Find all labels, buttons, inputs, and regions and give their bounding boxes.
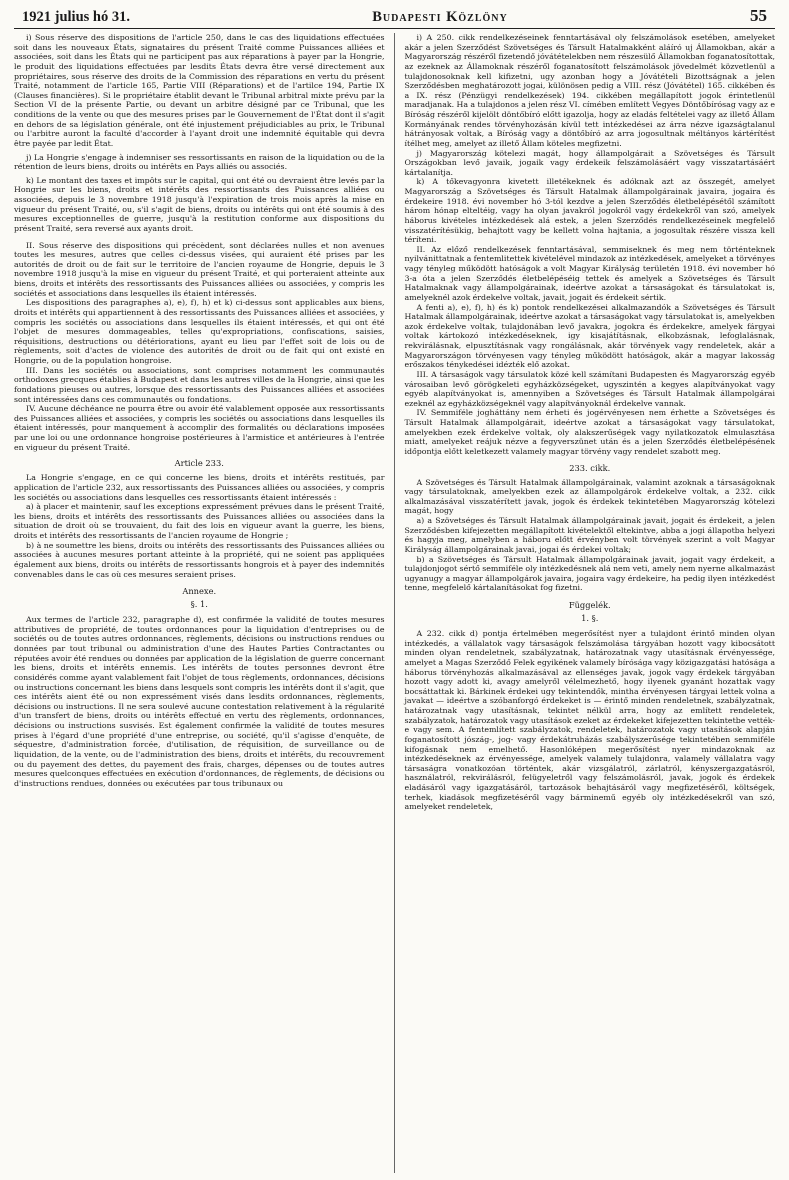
french-column: [14, 33, 395, 1173]
hungarian-para-fenti: A fenti a), e), f), h) és k) pontok rendelkezései alkalmazandók a Szövetséges és Társult Hatalmak állampolgárainak, ideértve azokat a társaságokat vagy társulatokat is, amelyekben azok érdekelve voltak, tulajdonában levő javakra, jogokra és érdekekre, amelyek fárgyai voltak kártokozó intézkedéseknek, igy kisajátításnak, elkobzásnak, lefoglalásnak, rekvirálásnak, elpusztításnak vagy rongálásnak, akár törvények vagy rendeletek, akár a Magyarországon törvényesen vagy tényleg működött hatóságok, akár a magyar lakosság erőszakos ténykedései idézték elő azokat.: [404, 302, 775, 370]
french-para-dispositions: Les dispositions des paragraphes a), e), f), h) et k) ci-dessus sont applicables aux biens, droits et intérêts qui appartiennent à des ressortissants des Puissances alliées et associées, y compris les sociétés ou associations dans lesquelles ils étaient intéressés, et qui ont été l'objet de mesures dommageables, telles qu'expropriations, confiscations, saisies, réquisitions, destructions ou détériorations, ayant eu lieu par l'effet soit de lois ou de règlements, soit d'actes de violence des autorités de droit ou de fait qui ont existé en Hongrie, ou de la population hongroise.: [14, 298, 385, 365]
french-paragraph-title: §. 1.: [190, 599, 208, 610]
hungarian-annex-text: A 232. cikk d) pontja értelmében megerősítést nyer a tulajdont érintő minden olyan intézkedés, a vállalatok vagy társaságok felszámolása tárgyában hozott vagy kibocsátott minden olyan rendeletnek, szabályzatnak, határozatnak vagy utasításnak érvényessége, amelyet a Magas Szerződő Felek egyikének valamely bírósága vagy közigazgatási hatósága a háborus törvényhozás alkalmazásával az ellenséges javak, jogok vagy érdekek tárgyában hozott vagy adott ki, avagy amelyről vélelmezhető, hogy ilyenek gyanánt hozattak vagy bocsáttattak ki. Bárkinek érdekei ugy tekintendők, mintha érvényesen tárgyai lettek volna a javakat — ideértve a szóbanforgó érdekeket is — érintő minden rendeletnek, szabályzatnak, határozatnak vagy utasításnak, tekintet nélkül arra, hogy az említett rendeletek, szabályzatok, határozatok vagy utasítások ezeket az érdekeket kifejezetten tekintetbe vették-e vagy sem. A fentemlített szabályzatok, rendeletek, határozatok vagy utasítások alapján foganatosított jószág-, jog- vagy érdekátruházás szabályszerűsége tekintetében semmiféle kifogásnak nem emelhető. Hasonlóképen megerősítést nyer mindazoknak az intézkedéseknek az érvényessége, amelyek valamely tulajdonra, valamely vállalatra vagy társaságra vonatkozóan történtek, akár vizsgálatról, zárlatról, kényszergazgatásról, használatról, rekvirálásról, felügyeletről vagy felszámolásról, javak, jogok és érdekek eladásáról vagy igazgatásáról, tartozások behajtásáról vagy megfizetéséről, költségek, terhek, kiadások megfizetéséről vagy bárminemű egyéb oly intézkedésekről van szó, amelyeket rendeletek,: [404, 629, 775, 812]
french-article-intro: La Hongrie s'engage, en ce qui concerne les biens, droits et intérêts restitués, par application de l'article 232, aux ressortissants des Puissances alliées ou associées, y compris les sociétés ou associations dans lesquelles ces ressortissants étaient intéressés :: [14, 473, 385, 502]
hungarian-para-k: k) A tőkevagyonra kivetett illetékeknek és adóknak azt az összegét, amelyet Magyarország a Szövetséges és Társult Hatalmak állampolgárainak javaira, jogaira és érdekeire 1918. évi november hó 3-tól kezdve a jelen Szerződés életbelépésétől számított három hónap elteltéig, vagy ha olyan javakról jogokról vagy érdekekről van szó, amelyek háborus kivételes intézkedések alá estek, a jelen Szerződés rendelkezéseinek megfelelő visszatérítésükig, behajtott vagy be kellett volna hajtania, a jogosultak részére vissza kell téríteni.: [404, 177, 775, 245]
hungarian-para-IV: IV. Semmiféle jogháttány nem érheti és jogérvényesen nem érhette a Szövetséges és Társult Hatalmak állampolgárait, ideértve azokat a társaságokat vagy társulatokat, amelyekben ezek érdekelve voltak, oly alakszerűségek vagy nyilatkozatok elmulasztása miatt, amelyeket reájuk nézve a fegyverszünet után és a jelen Szerződés életbelépésének időpontja előtt keletkezett valamely magyar törvény vagy rendelet szabott meg.: [404, 408, 775, 456]
header-title: Budapesti Közlöny: [372, 9, 508, 25]
french-para-II: II. Sous réserve des dispositions qui précèdent, sont déclarées nulles et non avenues toutes les mesures, autres que celles ci-dessus visées, qui auraient été prises par les autorités de droit ou de fait sur le territoire de l'ancien royaume de Hongrie, depuis le 3 novembre 1918 jusqu'à la mise en vigueur du présent Traité, et qui porteraient atteinte aux biens, droits et intérêts des ressortissants des Puissances alliées ou associées, y compris les sociétés et associations dans lesquelles ils étaient intéressés.: [14, 240, 385, 298]
french-annex-title: Annexe.: [182, 586, 217, 597]
hungarian-para-III: III. A társaságok vagy társulatok közé kell számítani Budapesten és Magyarország egyéb városaiban levő görögkeleti egyházközségeket, ugyszintén a kegyes alapítványokat vagy egyéb alapítványokat is, amennyiben a Szövetséges és Társult Hatalmak állampolgárai ezeknél az egyházközségeknél vagy alapítványoknál érdekelve vannak.: [404, 369, 775, 408]
french-para-i: i) Sous réserve des dispositions de l'article 250, dans le cas des liquidations effectuées soit dans les nouveaux États, signataires du présent Traité comme Puissances alliées et associées, soit dans les États qui ne participent pas aux réparations à payer par la Hongrie, le produit des liquidations effectuées par lesdits États devra être versé directement aux propriétaires, sous réserve des droits de la Commission des réparations en vertu du présent Traité, notamment de l'article 165, Partie VIII (Réparations) et de l'artilce 194, Partie IX (Clauses financières). Si le propriétaire établit devant le Tribunal arbitral mixte prévu par la Section VI de la présente Partie, ou devant un arbitre désigné par ce Tribunal, que les conditions de la vente ou que des mesures prises par le Gouvernement de l'État dont il s'agit en dehors de sa législation générale, ont été injustement préjudiciables au prix, le Tribunal ou l'arbitre auront la faculté d'accorder à l'ayant droit une indemnité équitable qui devra être payée par ledit État.: [14, 33, 385, 148]
french-para-k: k) Le montant des taxes et impôts sur le capital, qui ont été ou devraient être levés par la Hongrie sur les biens, droits et intérêts des ressortissants des Puissances alliées ou associées, depuis le 3 novembre 1918 jusqu'à l'expiration de trois mois après la mise en vigueur du présent Traité, ou, s'il s'agit de biens, droits ou intérêts qui ont été soumis à des mesures exceptionnelles de guerre, jusqu'à la restitution conforme aux dispositions du présent Traité, sera reversé aux ayants droit.: [14, 175, 385, 233]
french-para-III: III. Dans les sociétés ou associations, sont comprises notamment les communautés orthodoxes grecques établies à Budapest et dans les autres villes de la Hongrie, ainsi que les fondations pieuses ou autres, lorsque des ressortissants des Puissances alliées et associées sont intéressées dans ces communautés ou fondations.: [14, 365, 385, 404]
hungarian-paragraph-title: 1. §.: [581, 613, 599, 623]
french-article-a: a) à placer et maintenir, sauf les exceptions expressément prévues dans le présent Traité, les biens, droits et intérêts des ressortissants des Puissances alliées ou associées dans la situation de droit où se trouvaient, du fait des lois en vigueur avant la guerre, les biens, droits et intérêts des ressortissants de l'ancien royaume de Hongrie ;: [14, 502, 385, 540]
hungarian-para-i: i) A 250. cikk rendelkezéseinek fenntartásával oly felszámolások esetében, amelyeket akár a jelen Szerződést Szövetséges és Társult Hatalmakként aláíró uj Államokban, akár a Magyarország részéről fizetendő jóvátételekben nem részesülő Államokban foganatosítottak, az ezeknek az Államoknak részéről foganatosított felszámolások jövedelmét közvetlenül a tulajdonosoknak kell kifizetni, ugy azonban hogy a Jóvátételi Bizottságnak a jelen Szerződésben meghatározott jogai, különösen pedig a VIII. rész (Jóvátétel) 165. cikkében és a IX. rész (Pénzügyi rendelkezések) 194. cikkében megállapított jogok érintetlenül maradjanak. Ha a tulajdonos a jelen rész VI. címében említett Vegyes Döntőbírósag vagy az e Bíróság részéről kijelölt döntőbíró előtt igazolja, hogy az eladás feltételei vagy az illető Állam Kormányának rendes törvényhozásán kívül tett intézkedései az árra nézve igazságtalanul hátrányosak voltak, a Bíróság vagy a döntőbíró az arra jogosultnak méltányos kártérítést ítélhet meg, amelyet az illető Állam köteles megfizetni.: [404, 33, 775, 148]
hungarian-para-II: II. Az előző rendelkezések fenntartásával, semmiseknek és meg nem történteknek nyilvánittatnak a fentemlitettek kivételével mindazok az intézkedések, amelyeket a törvényes vagy tényleg működött hatóságok a volt Magyar Királyság területén 1918. évi november hó 3-a óta a jelen Szerződés életbelépéséig tettek és amelyek a Szövetséges és Társult Hatalmaknak vagy állampolgárainak, ideértve azokat a társaságokat és társulatokat is, amelyeknél azok érdekelve voltak, javait, jogait és érdekeit sértik.: [404, 244, 775, 302]
hungarian-para-j: j) Magyarország kötelezi magát, hogy állampolgárait a Szövetséges és Társult Országokban levő javaik, jogaik vagy érdekeik felszámolásáért vagy visszatartásáért kártalanítja.: [404, 148, 775, 177]
page-header: [14, 6, 775, 29]
hungarian-article-title: 233. cikk.: [569, 462, 611, 473]
french-para-j: j) La Hongrie s'engage à indemniser ses ressortissants en raison de la liquidation ou de la rétention de leurs biens, droits ou intérêts en Pays alliés ou associés.: [14, 152, 385, 172]
french-article-title: Article 233.: [174, 458, 224, 469]
hungarian-column: [405, 33, 776, 1173]
hungarian-article-a: a) a Szövetséges és Társult Hatalmak állampolgárainak javait, jogait és érdekeit, a jelen Szerződésben kifejezetten megállapított kivételektől eltekintve, abba a jogi állapotba helyezi és hagyja meg, amelyben a háboru előtt érvényben volt törvények szerint a volt Magyar Királyság állampolgárainak javai, jogai és érdekei voltak;: [404, 516, 775, 554]
page-number: 55: [750, 6, 767, 25]
french-article-b: b) à ne soumettre les biens, droits ou intérêts des ressortissants des Puissances alliées ou associées à aucunes mesures portant atteinte à la propriété, qui ne soient pas appliquées également aux biens, droits ou intérêts de ressortissants hongrois et à payer des indemnités convenables dans le cas où ces mesures seraient prises.: [14, 540, 385, 579]
two-column-body: [14, 33, 775, 1173]
hungarian-article-b: b) a Szövetséges és Társult Hatalmak állampolgárainak javait, jogait vagy érdekeit, a tulajdonjogot sértő semmiféle oly intézkedésnek alá nem veti, amely nem nyerne alkalmazást ugyanugy a magyar állampolgárok javaira, jogaira vagy érdekeire, ha pedig ilyen intézkedést tenne, megfelelő kártalanításokat fog fizetni.: [404, 554, 775, 593]
hungarian-article-intro: A Szövetséges és Társult Hatalmak állampolgárainak, valamint azoknak a társaságoknak vagy társulatoknak, amelyekben ezek az állampolgárok érdekelve voltak, a 232. cikk alkalmazásával visszatérített javak, jogok és érdekek tekintetében Magyarország kötelezi magát, hogy: [404, 477, 775, 516]
french-para-IV: IV. Aucune déchéance ne pourra être ou avoir été valablement opposée aux ressortissants des Puissances alliées et associées, y compris les sociétés ou associations dans lesquelles ils étaient intéressés, pour manquement à accomplir des formalités ou déclarations imposées par une loi ou une ordonnance hongroise postérieures à l'armistice et antérieures à l'entrée en vigueur du présent Traité.: [14, 404, 385, 452]
hungarian-annex-title: Függelék.: [568, 600, 611, 610]
header-date: 1921 julius hó 31.: [22, 9, 130, 25]
french-annex-text: Aux termes de l'article 232, paragraphe d), est confirmée la validité de toutes mesures attributives de propriété, de toutes ordonnances pour la liquidation d'entreprises ou de sociétés ou de toutes autres ordonnances, règlements, décisions ou instructions rendues ou données par tout tribunal ou administration d'une des Hautes Parties Contractantes ou réputées avoir été rendues ou données par application de la législation de guerre concernant les biens, droits et intérêts ennemis. Les intérêts de toutes personnes devront être considérés comme ayant valablement fait l'objet de tous règlements, ordonnances, décisions ou instructions concernant les biens dans lesquels sont compris les intérêts dont il s'agit, que ces intérêts aient été ou non expressément visés dans lesdits ordonnances, règlements, décisions ou instructions. Il ne sera soulevé aucune contestation relativement à la régularité d'un transfert de biens, droits ou intérêts effectué en vertu des règlements, ordonnances, décisions ou instructions susvisés. Est également confirmée la validité de toutes mesures prises à l'égard d'une propriété d'une entreprise, ou société, qu'il s'agisse d'enquête, de séquestre, d'administration forcée, d'utilisation, de réquisition, de surveillance ou de liquidation, de la vente, ou de l'administration des biens, droits et intérêts, du recouvrement ou du payement des dettes, du payement des frais, charges, dépenses ou de toutes autres mesures quelconques effectuées en exécution d'ordonnances, de règlements, de décisions ou d'instructions rendues, données ou exécutées par tous tribunaux ou: [14, 615, 385, 788]
